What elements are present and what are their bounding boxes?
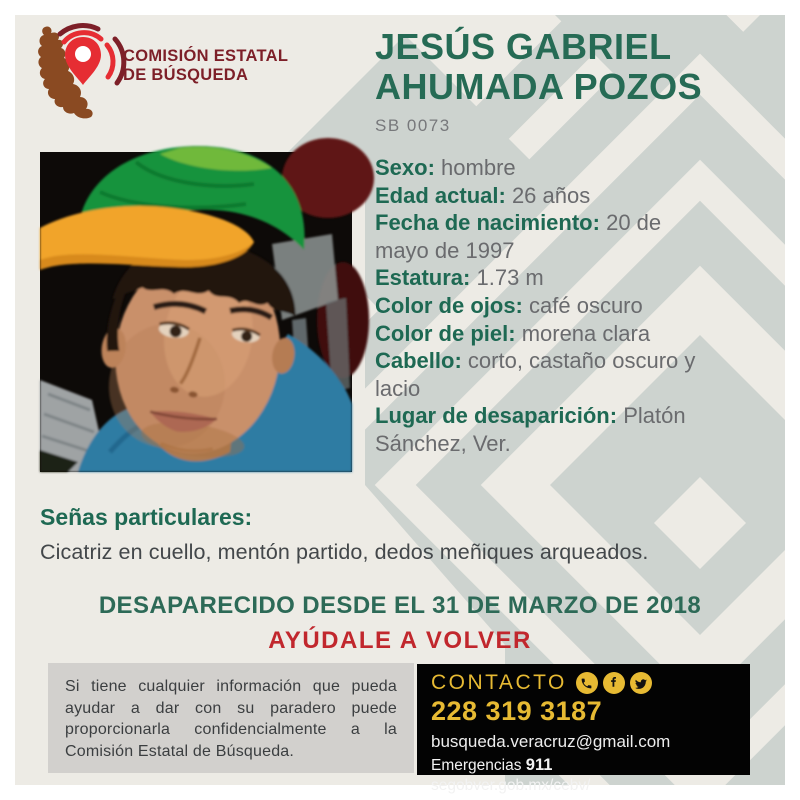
- contact-icons: [576, 672, 652, 694]
- contact-phone[interactable]: 228 319 3187: [431, 696, 603, 726]
- detail-row: [375, 182, 710, 210]
- help-line: AYÚDALE A VOLVER: [268, 627, 532, 654]
- contact-header: [431, 671, 736, 695]
- detail-value: corto, castaño oscuro y lacio: [375, 348, 696, 401]
- confidential-info-box: Si tiene cualquier información que pueda ayudar a dar con su paradero puede proporcionarla confidencialmente a la Comisión Estatal de Búsqueda.: [48, 663, 414, 773]
- person-name-line2: AHUMADA POZOS: [375, 66, 703, 107]
- detail-label: Lugar de desaparición:: [375, 403, 618, 429]
- detail-row: [375, 264, 710, 292]
- detail-row: [375, 209, 710, 264]
- phone-icon[interactable]: [576, 672, 598, 694]
- contact-emergency: [431, 756, 736, 775]
- org-name-line1: COMISIÓN ESTATAL: [123, 47, 289, 65]
- detail-label: Estatura:: [375, 265, 471, 291]
- emergency-label: Emergencias: [431, 757, 522, 774]
- org-name-line2: DE BÚSQUEDA: [123, 66, 249, 84]
- person-name-line1: JESÚS GABRIEL: [375, 26, 672, 67]
- detail-row: [375, 347, 710, 402]
- senas-value: Cicatriz en cuello, mentón partido, dedos meñiques arqueados.: [40, 540, 649, 564]
- detail-label: Sexo:: [375, 155, 435, 180]
- twitter-icon[interactable]: [630, 672, 652, 694]
- detail-value: hombre: [441, 155, 516, 180]
- detail-label: Cabello:: [375, 348, 462, 374]
- senas-label: Señas particulares:: [40, 504, 253, 530]
- org-name: [123, 47, 288, 85]
- case-id: SB 0073: [375, 116, 451, 135]
- emergency-number: 911: [525, 756, 553, 774]
- detail-row: [375, 320, 710, 348]
- missing-person-photo: [40, 152, 352, 472]
- senas-section: [40, 504, 775, 565]
- contact-title: CONTACTO: [431, 671, 567, 694]
- detail-value: 26 años: [511, 182, 591, 208]
- cebv-logo-icon: [31, 23, 123, 119]
- detail-row: [375, 154, 710, 182]
- detail-value: café oscuro: [529, 292, 643, 318]
- detail-value: 20 de mayo de 1997: [375, 210, 662, 263]
- detail-label: Fecha de nacimiento:: [375, 210, 600, 236]
- missing-since-line: DESAPARECIDO DESDE EL 31 DE MARZO DE 2018: [98, 592, 702, 619]
- facebook-icon[interactable]: [603, 672, 625, 694]
- detail-row: [375, 402, 710, 457]
- detail-value: morena clara: [521, 320, 651, 346]
- person-details: [375, 154, 710, 458]
- detail-label: Edad actual:: [375, 182, 506, 208]
- detail-label: Color de piel:: [375, 320, 516, 346]
- cebv-logo: [31, 23, 288, 119]
- contact-website[interactable]: segobver.gob.mx/cebv/: [431, 777, 591, 794]
- contact-box: [417, 664, 750, 794]
- detail-label: Color de ojos:: [375, 292, 523, 318]
- detail-row: [375, 292, 710, 320]
- poster-canvas: [15, 15, 785, 794]
- contact-email[interactable]: busqueda.veracruz@gmail.com: [431, 732, 671, 751]
- title-block: [375, 27, 780, 136]
- detail-value: 1.73 m: [476, 265, 544, 291]
- detail-value: Platón Sánchez, Ver.: [375, 403, 686, 456]
